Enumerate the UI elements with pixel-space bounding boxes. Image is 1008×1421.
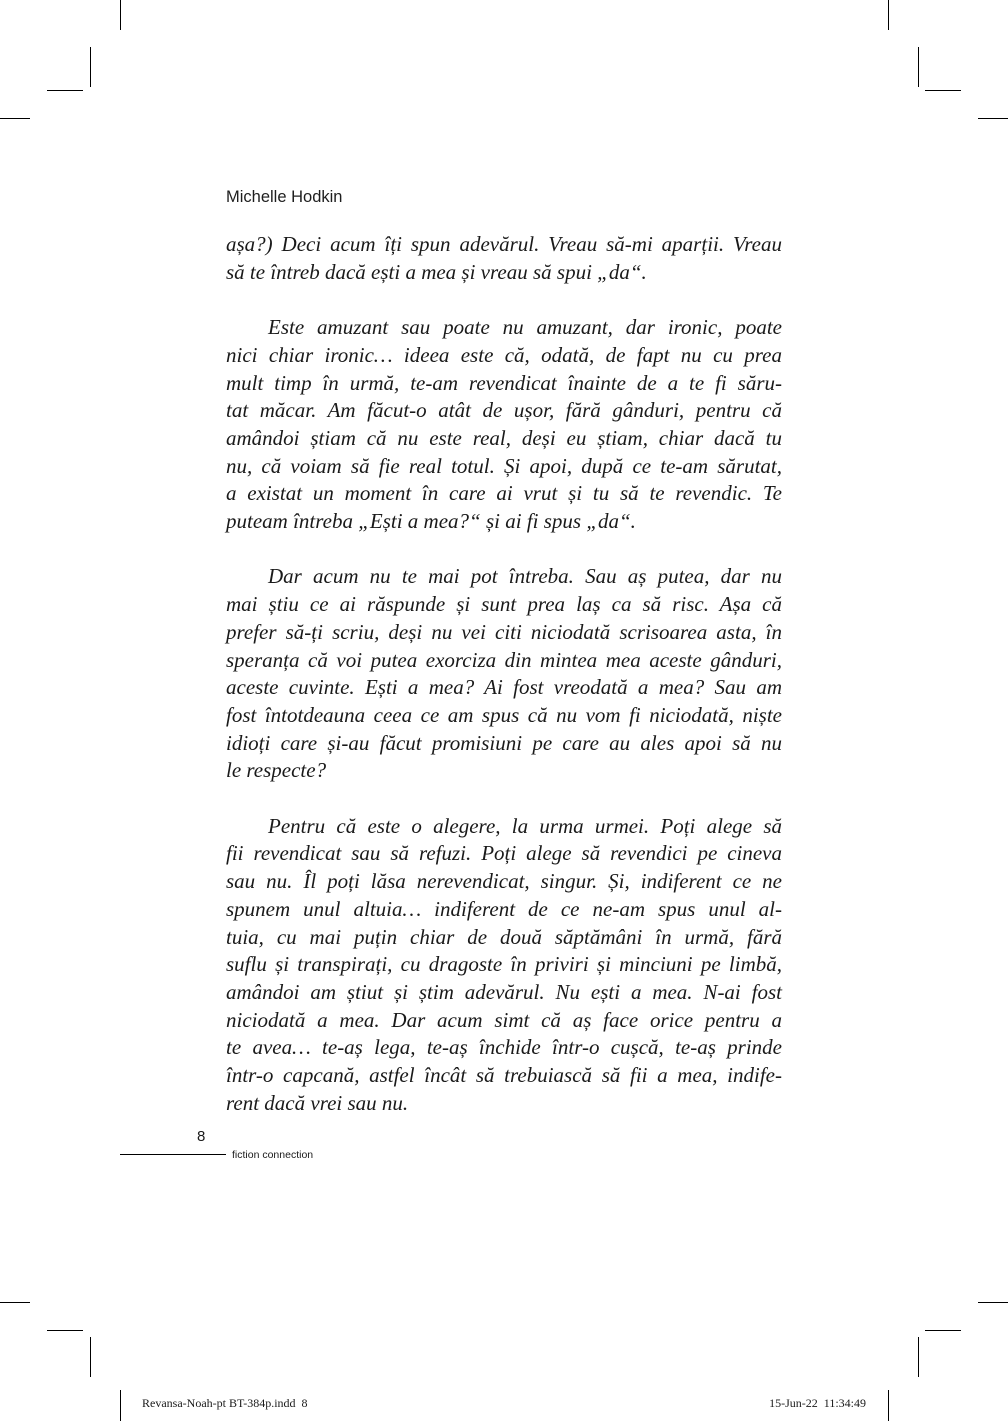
- crop-mark: [47, 1330, 83, 1331]
- crop-mark: [120, 0, 121, 30]
- slug-page: 8: [301, 1396, 308, 1410]
- text-line: suflu și transpirați, cu dragoste în priviri și minciuni pe limbă,: [226, 952, 782, 977]
- crop-mark: [47, 90, 83, 91]
- imprint-label: fiction connection: [232, 1149, 314, 1161]
- text-line: prefer să-ți scriu, deși nu vei citi niciodată scrisoarea asta, în: [226, 619, 782, 644]
- text-line: fii revendicat sau să refuzi. Poți alege să revendici pe cineva: [226, 841, 782, 866]
- text-line: puteam întreba „Ești a mea?“ și ai fi spus „da“.: [226, 509, 636, 534]
- text-line: Este amuzant sau poate nu amuzant, dar ironic, poate: [268, 315, 782, 340]
- crop-mark: [978, 118, 1008, 119]
- folio-rule: [120, 1154, 226, 1155]
- slug-file-name: Revansa-Noah-pt BT-384p.indd: [142, 1396, 296, 1410]
- crop-mark: [90, 47, 91, 87]
- text-line: așa?) Deci acum îți spun adevărul. Vreau să-mi aparții. Vreau: [226, 232, 782, 256]
- text-line: Pentru că este o alegere, la urma urmei. Poți alege să: [268, 813, 782, 838]
- text-line: Dar acum nu te mai pot întreba. Sau aș putea, dar nu: [268, 564, 782, 589]
- crop-mark: [0, 1302, 30, 1303]
- text-line: a existat un moment în care ai vrut și tu să te revendic. Te: [226, 481, 782, 506]
- page-number: 8: [197, 1128, 206, 1145]
- crop-mark: [925, 1330, 961, 1331]
- text-line: aceste cuvinte. Ești a mea? Ai fost vreodată a mea? Sau am: [226, 675, 782, 700]
- text-line: speranța că voi putea exorciza din mintea mea aceste gânduri,: [226, 647, 782, 672]
- crop-mark: [925, 90, 961, 91]
- text-line: mai știu ce ai răspunde și sunt prea laș ca să risc. Așa că: [226, 592, 782, 617]
- text-line: fost întotdeauna ceea ce am spus că nu vom fi niciodată, niște: [226, 702, 782, 727]
- running-head-author: Michelle Hodkin: [226, 188, 343, 206]
- crop-mark: [0, 118, 30, 119]
- paragraph: [226, 563, 782, 785]
- text-line: într-o capcană, astfel încât să trebuiască să fii a mea, indife-: [226, 1063, 782, 1088]
- text-line: le respecte?: [226, 758, 327, 783]
- text-line: spunem unul altuia… indiferent de ce ne-am spus unul al-: [226, 896, 782, 921]
- crop-mark: [120, 1390, 121, 1421]
- text-line: idioți care și-au făcut promisiuni pe care au ales apoi să nu: [226, 730, 782, 755]
- paragraph: [226, 314, 782, 536]
- crop-mark: [90, 1337, 91, 1377]
- slug-date: 15-Jun-22: [769, 1396, 818, 1410]
- crop-mark: [918, 47, 919, 87]
- crop-mark: [978, 1302, 1008, 1303]
- crop-mark: [888, 1390, 889, 1421]
- slug-time: 11:34:49: [823, 1396, 866, 1410]
- slug-timestamp: [769, 1395, 866, 1411]
- text-line: sau nu. Îl poți lăsa nerevendicat, singur. Și, indiferent ce ne: [226, 869, 782, 894]
- text-line: te avea… te-aș lega, te-aș închide într-o cușcă, te-aș prinde: [226, 1035, 782, 1060]
- text-line: tat măcar. Am făcut-o atât de ușor, fără gânduri, pentru că: [226, 398, 782, 423]
- text-line: niciodată a mea. Dar acum simt că aș face orice pentru a: [226, 1007, 782, 1032]
- text-line: să te întreb dacă ești a mea și vreau să spui „da“.: [226, 259, 647, 284]
- paragraph: [226, 231, 782, 286]
- text-line: mult timp în urmă, te-am revendicat înainte de a te fi săru-: [226, 370, 782, 395]
- text-line: tuia, cu mai puțin chiar de două săptămâni în urmă, fără: [226, 924, 782, 949]
- slug-file-info: [142, 1395, 308, 1411]
- crop-mark: [918, 1337, 919, 1377]
- text-line: amândoi am știut și știm adevărul. Nu ești a mea. N-ai fost: [226, 979, 782, 1004]
- body-text: [226, 231, 782, 1117]
- paragraph: [226, 813, 782, 1118]
- text-line: amândoi știam că nu este real, deși eu știam, chiar dacă tu: [226, 425, 782, 450]
- text-line: nici chiar ironic… ideea este că, odată, de fapt nu cu prea: [226, 342, 782, 367]
- text-line: rent dacă vrei sau nu.: [226, 1090, 409, 1115]
- crop-mark: [888, 0, 889, 30]
- text-line: nu, că voiam să fie real totul. Și apoi, după ce te-am sărutat,: [226, 453, 782, 478]
